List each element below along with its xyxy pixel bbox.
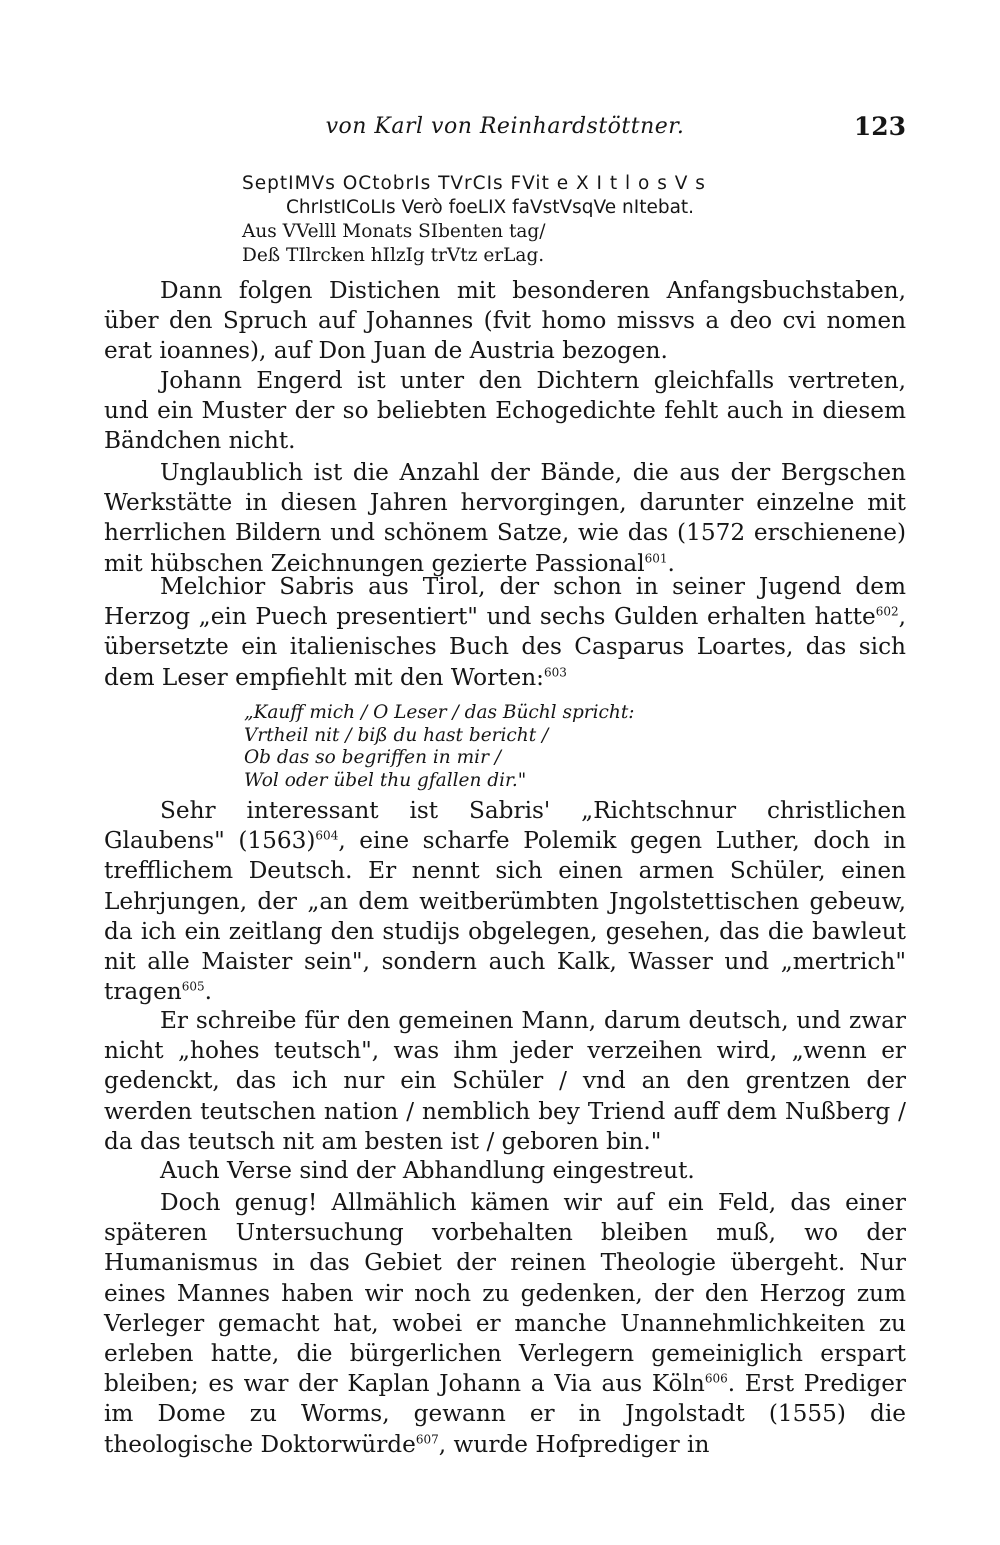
paragraph: Auch Verse sind der Abhandlung eingestreut. xyxy=(160,1157,695,1184)
paragraph-text: . xyxy=(204,978,213,1006)
paragraph-text: , übersetzte ein italienisches Buch des Casparus Loartes, das sich dem Leser empfiehlt mit den Worten: xyxy=(104,603,906,691)
page-number: 123 xyxy=(853,112,906,141)
footnote-marker: 607 xyxy=(415,1431,439,1446)
paragraph: Johann Engerd ist unter den Dichtern gleichfalls vertreten, und ein Muster der so beliebten Echogedichte fehlt auch in diesem Bändchen nicht. xyxy=(104,367,906,455)
paragraph xyxy=(104,572,906,693)
chronogram-line: Aus VVelll Monats SIbenten tag/ xyxy=(242,221,546,242)
verse-block xyxy=(244,702,804,792)
paragraph-text: . Erst Prediger im Dome zu Worms, gewann er in Jngolstadt (1555) die theologische Doktorwürde xyxy=(104,1370,906,1458)
footnote-marker: 601 xyxy=(644,550,668,565)
footnote-marker: 602 xyxy=(875,604,899,619)
paragraph-text: Melchior Sabris aus Tirol, der schon in seiner Jugend dem Herzog „ein Puech presentiert" und sechs Gulden erhalten hatte xyxy=(104,573,906,631)
chronogram-line: ChrIstICoLIs Verò foeLIX faVstVsqVe nItebat. xyxy=(286,197,695,218)
paragraph xyxy=(104,458,906,579)
footnote-marker: 605 xyxy=(181,979,205,994)
paragraph-text: Doch genug! Allmählich kämen wir auf ein Feld, das einer späteren Untersuchung vorbehalten bleiben muß, wo der Humanismus in das Gebiet der reinen Theologie übergeht. Nur eines Mannes haben wir noch zu gedenken, der den Herzog zum Verleger gemacht hat, wobei er manche Unannehmlichkeiten zu erleben hatte, die bürgerlichen Verlegern gemeiniglich erspart bleiben; es war der Kaplan Johann a Via aus Köln xyxy=(104,1189,906,1398)
page-header xyxy=(104,112,906,152)
paragraph-text: Unglaublich ist die Anzahl der Bände, die aus der Bergschen Werkstätte in diesen Jahren hervorgingen, darunter einzelne mit herrlichen Bildern und schönem Satze, wie das (1572 erschienene) mit hübschen Zeichnungen gezierte Passional xyxy=(104,459,906,577)
running-title: von Karl von Reinhardstöttner. xyxy=(325,114,685,139)
footnote-marker: 606 xyxy=(704,1371,728,1386)
verse-line: Ob das so begriffen in mir / xyxy=(244,747,502,768)
paragraph-text: , eine scharfe Polemik gegen Luther, doch in trefflichem Deutsch. Er nennt sich einen armen Schüler, einen Lehrjungen, der „an dem weitberümbten Jngolstettischen gebeuw, da ich ein zeitlang den studijs obgelegen, gesehen, das die bawleut nit alle Maister sein", sondern auch Kalk, Wasser und „mertrich" tragen xyxy=(104,827,906,1006)
verse-line: Vrtheil nit / biß du hast bericht / xyxy=(244,724,549,746)
footnote-marker: 603 xyxy=(543,664,567,679)
chronogram-block xyxy=(104,172,906,268)
verse-line: Wol oder übel thu gfallen dir." xyxy=(244,769,527,791)
paragraph xyxy=(104,796,906,1007)
paragraph: Dann folgen Distichen mit besonderen Anfangsbuchstaben, über den Spruch auf Johannes (fvit homo missvs a deo cvi nomen erat ioannes), auf Don Juan de Austria bezogen. xyxy=(104,277,906,365)
footnote-marker: 604 xyxy=(315,828,339,843)
paragraph xyxy=(104,1188,906,1460)
paragraph-text: . xyxy=(667,549,675,577)
paragraph-text: Sehr interessant ist Sabris' „Richtschnur christlichen Glaubens" (1563) xyxy=(104,797,906,855)
chronogram-line: SeptIMVs OCtobrIs TVrCIs FVit e X I t l o s V s xyxy=(242,173,706,194)
verse-line: „Kauff mich / O Leser / das Büchl spricht: xyxy=(244,702,635,723)
chronogram-line: Deß TIlrcken hIlzIg trVtz erLag. xyxy=(242,245,545,266)
paragraph-text: , wurde Hofprediger in xyxy=(438,1430,710,1458)
paragraph: Er schreibe für den gemeinen Mann, darum deutsch, und zwar nicht „hohes teutsch", was ihm jeder verzeihen wird, „wenn er gedenckt, das ich nur ein Schüler / vnd an den grentzen der werden teutschen nation / nemblich bey Triend auff dem Nußberg / da das teutsch nit am besten ist / geboren bin." xyxy=(104,1007,906,1155)
